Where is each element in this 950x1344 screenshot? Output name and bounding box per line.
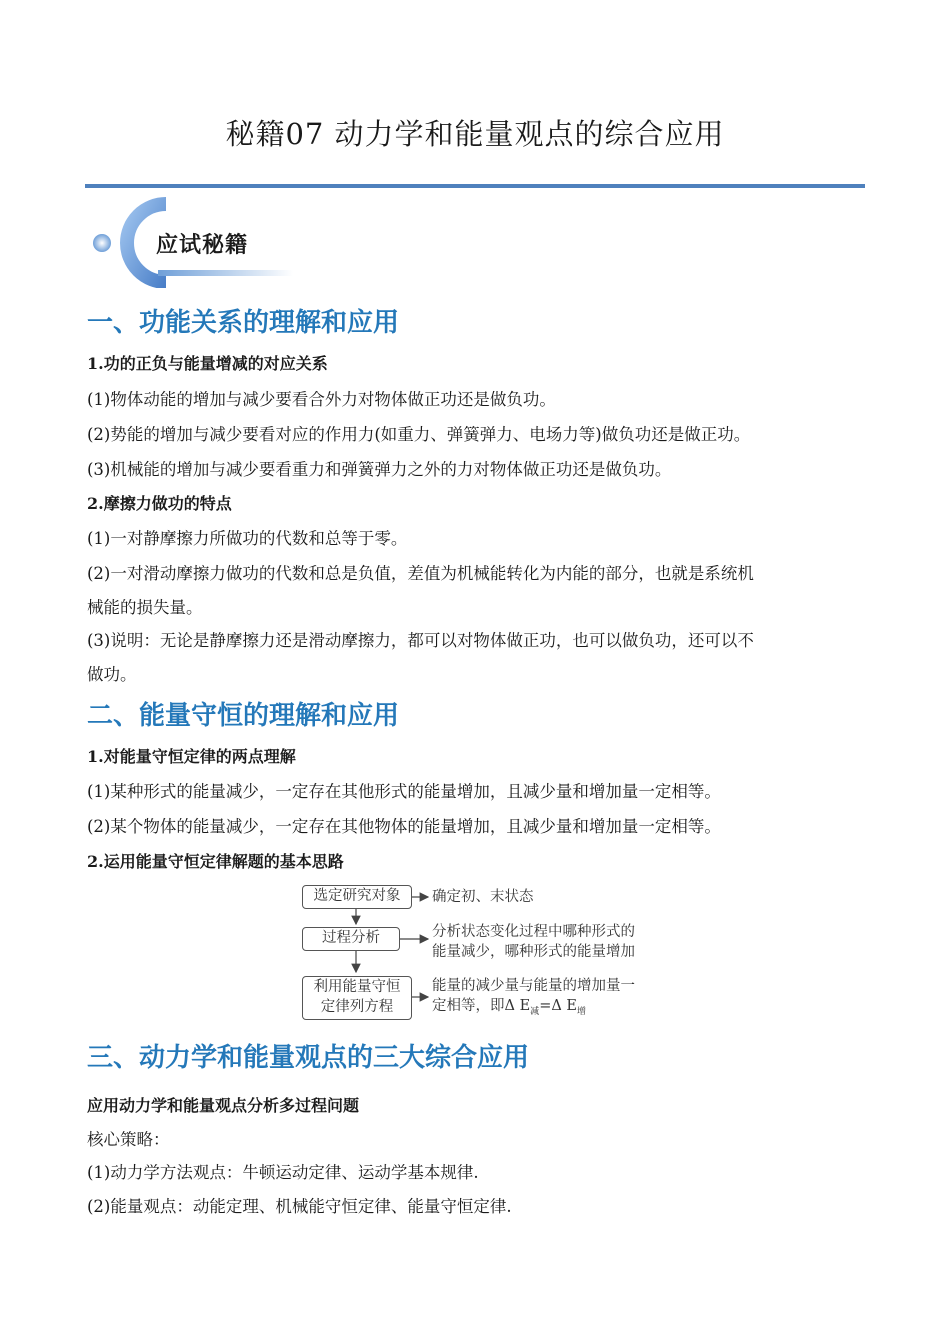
flow-note-analysis-line1: 分析状态变化过程中哪种形式的 [432,924,635,940]
flow-step-equation [302,976,412,1020]
flow-note-states: 确定初、末状态 [432,889,534,905]
paragraph: 核心策略： [87,1130,170,1149]
flow-step-select-object: 选定研究对象 [302,885,412,909]
paragraph: (2)势能的增加与减少要看对应的作用力(如重力、弹簧弹力、电场力等)做负功还是做正功。 [87,425,751,444]
formula-sub-decrease: 减 [530,1006,540,1017]
flow-step-equation-line1: 利用能量守恒 [313,979,401,995]
flow-note-equation-line1: 能量的减少量与能量的增加量一 [432,978,635,994]
paragraph: (1)动力学方法观点：牛顿运动定律、运动学基本规律. [87,1163,479,1182]
section-heading-1: 一、功能关系的理解和应用 [87,308,400,338]
section-heading-3: 三、动力学和能量观点的三大综合应用 [87,1043,530,1073]
subheading: 2.摩擦力做功的特点 [87,494,232,513]
paragraph: (2)能量观点：动能定理、机械能守恒定律、能量守恒定律. [87,1197,512,1216]
flow-step-equation-line2: 定律列方程 [320,999,394,1015]
paragraph: (1)某种形式的能量减少，一定存在其他形式的能量增加，且减少量和增加量一定相等。 [87,782,721,801]
flow-note-analysis-line2: 能量减少，哪种形式的能量增加 [432,944,635,960]
formula-mid: =Δ E [539,998,578,1014]
paragraph: (1)一对静摩擦力所做功的代数和总等于零。 [87,529,408,548]
title-divider [85,184,865,188]
paragraph: 械能的损失量。 [87,598,203,617]
subheading: 应用动力学和能量观点分析多过程问题 [87,1096,360,1115]
section-heading-2: 二、能量守恒的理解和应用 [87,701,400,731]
badge-label: 应试秘籍 [156,233,249,258]
paragraph: (1)物体动能的增加与减少要看合外力对物体做正功还是做负功。 [87,390,556,409]
subheading: 1.对能量守恒定律的两点理解 [87,747,296,766]
flow-note-analysis [432,922,635,962]
subheading: 1.功的正负与能量增减的对应关系 [87,354,328,373]
paragraph: (2)某个物体的能量减少，一定存在其他物体的能量增加，且减少量和增加量一定相等。 [87,817,721,836]
paragraph: 做功。 [87,665,137,684]
paragraph: (2)一对滑动摩擦力做功的代数和总是负值，差值为机械能转化为内能的部分，也就是系统机 [87,564,754,583]
page-title: 秘籍07 动力学和能量观点的综合应用 [225,117,725,151]
paragraph: (3)机械能的增加与减少要看重力和弹簧弹力之外的力对物体做正功还是做负功。 [87,460,672,479]
flow-note-equation [432,976,635,1022]
energy-conservation-flowchart [300,882,680,1027]
flow-note-equation-line2 [432,996,635,1022]
formula-prefix: 定相等，即Δ E [432,998,531,1014]
paragraph: (3)说明：无论是静摩擦力还是滑动摩擦力，都可以对物体做正功，也可以做负功，还可以不 [87,631,754,650]
formula-sub-increase: 增 [577,1006,587,1017]
subheading: 2.运用能量守恒定律解题的基本思路 [87,852,344,871]
flow-step-process-analysis: 过程分析 [302,927,400,951]
